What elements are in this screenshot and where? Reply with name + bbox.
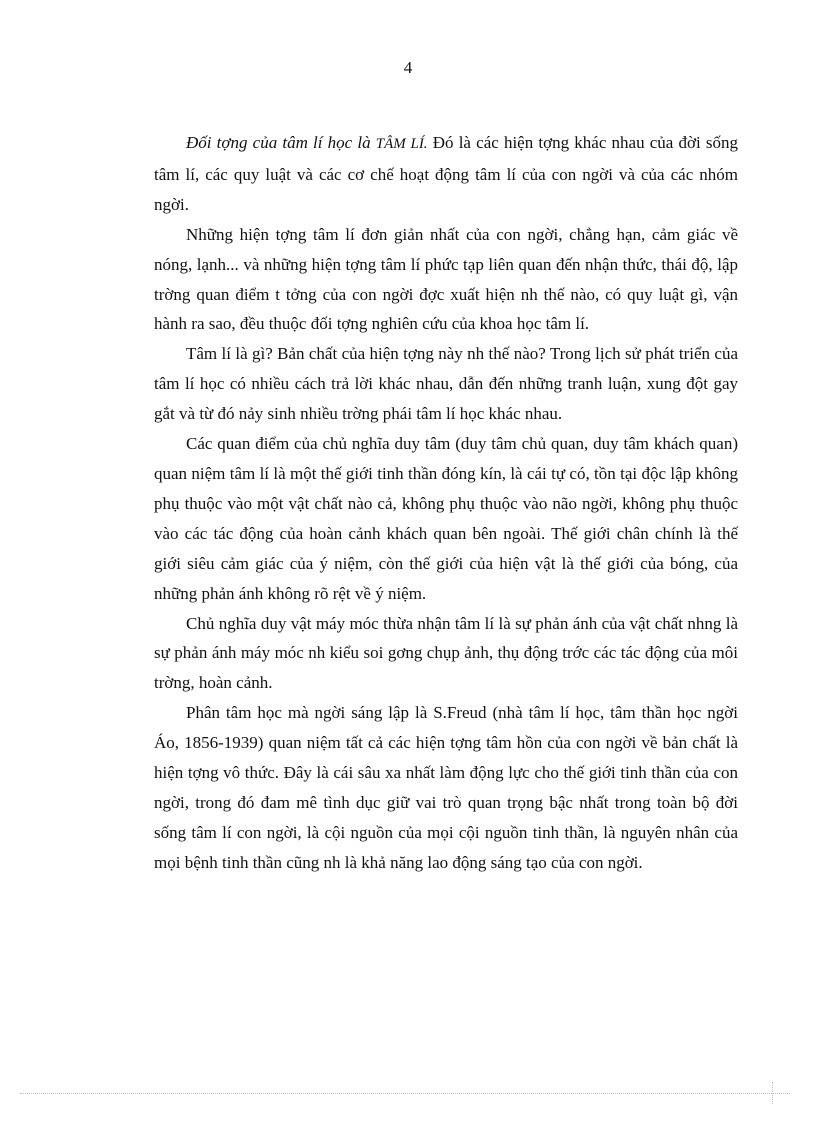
paragraph-lead-italic: Đối tợng của tâm lí học là	[186, 133, 371, 152]
paragraph-psychological-phenomena: Những hiện tợng tâm lí đơn giản nhất của con ngời, chẳng hạn, cảm giác về nóng, lạnh... và những hiện tợng tâm lí phức tạp liên quan đến nhận thức, thái độ, lập trờng quan điểm t tởng của con ngời đợc xuất hiện nh thế nào, có quy luật gì, vận hành ra sao, đều thuộc đối tợng nghiên cứu của khoa học tâm lí.	[154, 224, 738, 334]
paragraph-subject-of-psychology	[154, 128, 738, 220]
paragraph-mechanical-materialism: Chủ nghĩa duy vật máy móc thừa nhận tâm lí là sự phản ánh của vật chất nhng là sự phản ánh máy móc nh kiểu soi gơng chụp ảnh, thụ động trớc các tác động của môi trờng, hoàn cảnh.	[154, 613, 738, 693]
paragraph-what-is-psyche: Tâm lí là gì? Bản chất của hiện tợng này nh thế nào? Trong lịch sử phát triển của tâm lí học có nhiều cách trả lời khác nhau, dẫn đến những tranh luận, xung đột gay gắt và từ đó nảy sinh nhiều trờng phái tâm lí học khác nhau.	[154, 344, 738, 424]
page-number: 4	[403, 58, 413, 77]
paragraph-idealism: Các quan điểm của chủ nghĩa duy tâm (duy tâm chủ quan, duy tâm khách quan) quan niệm tâm lí là một thế giới tinh thần đóng kín, là cái tự có, tồn tại độc lập không phụ thuộc vào một vật chất nào cả, không phụ thuộc vào não ngời, không phụ thuộc vào các tác động của hoàn cảnh khách quan bên ngoài. Thế giới chân chính là thế giới siêu cảm giác của ý niệm, còn thế giới của hiện vật là thế giới của bóng, của những phản ánh không rõ rệt về ý niệm.	[154, 434, 738, 603]
footer-corner-mark	[772, 1082, 773, 1104]
paragraph-lead-caps: TÂM LÍ.	[375, 136, 428, 152]
document-body	[154, 128, 738, 878]
footer-divider	[20, 1093, 790, 1094]
paragraph-text: Đó là các hiện tợng khác nhau của đời sống tâm lí, các quy luật và các cơ chế hoạt động tâm lí của con ngời và của các nhóm ngời.	[154, 133, 739, 214]
paragraph-psychoanalysis: Phân tâm học mà ngời sáng lập là S.Freud (nhà tâm lí học, tâm thần học ngời Áo, 1856-1939) quan niệm tất cả các hiện tợng tâm hồn của con ngời về bản chất là hiện tợng vô thức. Đây là cái sâu xa nhất làm động lực cho thế giới tinh thần của con ngời, trong đó đam mê tình dục giữ vai trò quan trọng bậc nhất trong toàn bộ đời sống tâm lí con ngời, là cội nguồn của mọi cội nguồn tinh thần, là nguyên nhân của mọi bệnh tinh thần cũng nh là khả năng lao động sáng tạo của con ngời.	[154, 703, 738, 872]
